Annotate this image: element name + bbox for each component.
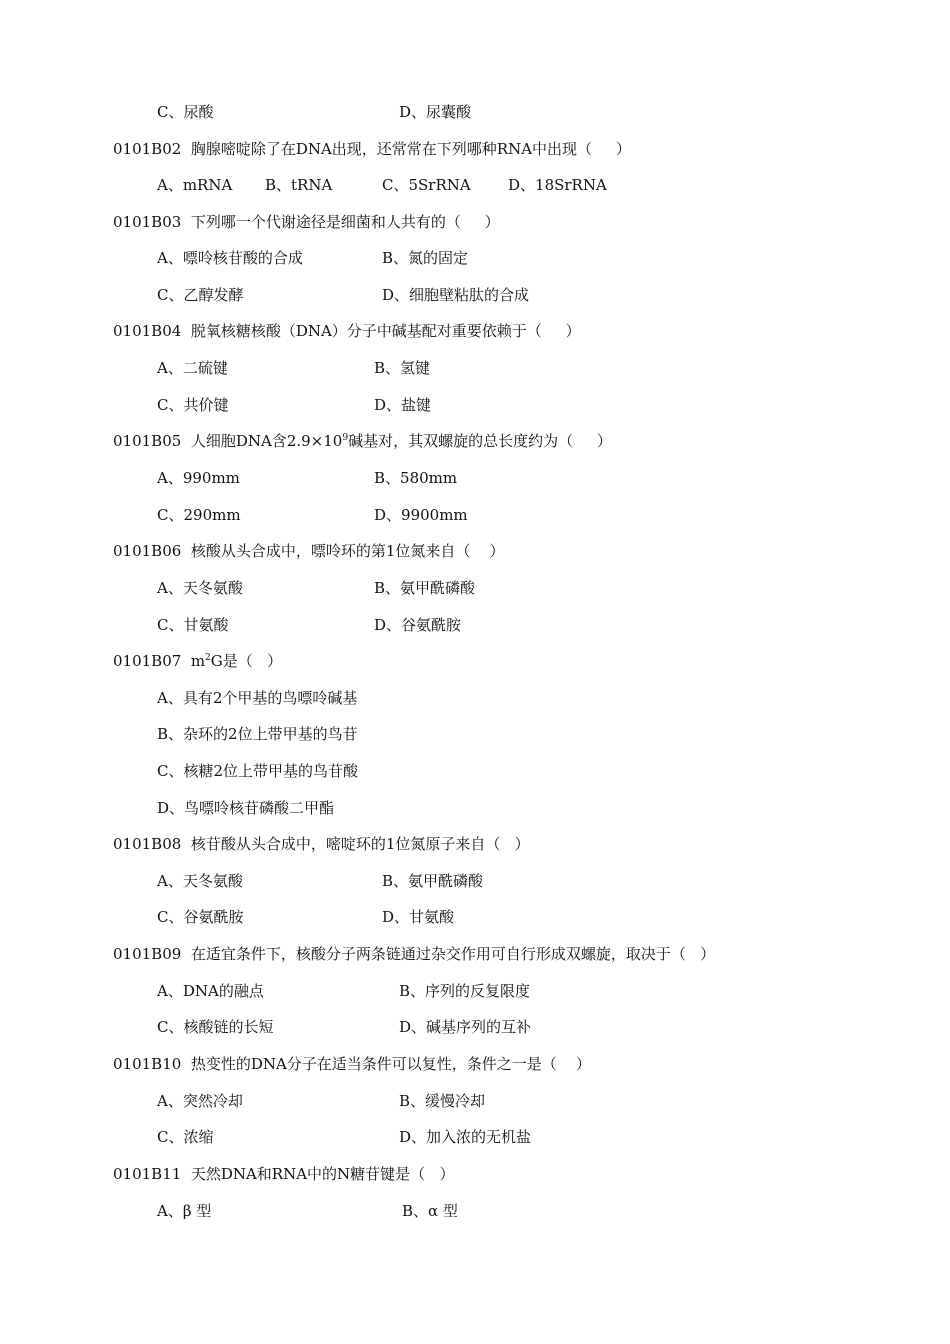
option-a: A、990mm (157, 469, 240, 487)
option-c: C、核酸链的长短 (157, 1018, 274, 1036)
option-a: A、β 型 (157, 1202, 212, 1220)
option-d: D、加入浓的无机盐 (399, 1128, 532, 1146)
option-a: A、突然冷却 (157, 1092, 243, 1110)
option-a: A、mRNA (157, 176, 233, 194)
option-c: C、谷氨酰胺 (157, 908, 244, 926)
option-b: B、氨甲酰磷酸 (382, 872, 484, 890)
option-b: B、α 型 (402, 1202, 458, 1220)
question-stem: 0101B07 $m^2G$是（ ） (113, 652, 283, 670)
question-stem: 0101B04 脱氧核糖核酸（DNA）分子中碱基配对重要依赖于（ ） (113, 322, 581, 340)
option-d: D、谷氨酰胺 (374, 616, 462, 634)
option-b: B、氨甲酰磷酸 (374, 579, 476, 597)
option-b: B、氮的固定 (382, 249, 469, 267)
question-stem: 0101B08 核苷酸从头合成中，嘧啶环的1位氮原子来自（ ） (113, 835, 530, 853)
option-c: C、290mm (157, 506, 241, 524)
option-d: D、盐键 (374, 396, 432, 414)
option-d: D、尿囊酸 (399, 103, 472, 121)
option-b: B、氢键 (374, 359, 431, 377)
option-a: A、嘌呤核苷酸的合成 (157, 249, 303, 267)
question-stem: 0101B05 人细胞DNA含$2.9\times 10^9$碱基对，其双螺旋的总长度约为（ ） (113, 432, 612, 450)
option-d: D、甘氨酸 (382, 908, 455, 926)
option-c: C、浓缩 (157, 1128, 214, 1146)
question-stem: 0101B06 核酸从头合成中，嘌呤环的第1位氮来自（ ） (113, 542, 505, 560)
option-c: C、甘氨酸 (157, 616, 229, 634)
option-c: C、核糖2位上带甲基的鸟苷酸 (157, 762, 359, 780)
option-a: A、具有2个甲基的鸟嘌呤碱基 (157, 689, 358, 707)
option-a: A、DNA的融点 (157, 982, 264, 1000)
option-d: D、9900mm (374, 506, 468, 524)
option-a: A、二硫键 (157, 359, 228, 377)
option-d: D、细胞壁粘肽的合成 (382, 286, 530, 304)
option-b: B、杂环的2位上带甲基的鸟苷 (157, 725, 358, 743)
question-stem: 0101B09 在适宜条件下，核酸分子两条链通过杂交作用可自行形成双螺旋，取决于（ ） (113, 945, 716, 963)
option-c: C、5SrRNA (382, 176, 471, 194)
option-b: B、缓慢冷却 (399, 1092, 486, 1110)
question-stem: 0101B10 热变性的DNA分子在适当条件可以复性，条件之一是（ ） (113, 1055, 591, 1073)
option-b: B、序列的反复限度 (399, 982, 531, 1000)
option-a: A、天冬氨酸 (157, 872, 243, 890)
option-d: D、18SrRNA (508, 176, 607, 194)
option-c: C、尿酸 (157, 103, 214, 121)
option-b: B、580mm (374, 469, 458, 487)
option-c: C、乙醇发酵 (157, 286, 244, 304)
option-b: B、tRNA (265, 176, 333, 194)
question-stem: 0101B11 天然DNA和RNA中的N糖苷键是（ ） (113, 1165, 455, 1183)
option-d: D、碱基序列的互补 (399, 1018, 532, 1036)
option-c: C、共价键 (157, 396, 229, 414)
question-stem: 0101B02 胸腺嘧啶除了在DNA出现，还常常在下列哪种RNA中出现（ ） (113, 140, 631, 158)
option-d: D、鸟嘌呤核苷磷酸二甲酯 (157, 799, 335, 817)
question-stem: 0101B03 下列哪一个代谢途径是细菌和人共有的（ ） (113, 213, 500, 231)
option-a: A、天冬氨酸 (157, 579, 243, 597)
